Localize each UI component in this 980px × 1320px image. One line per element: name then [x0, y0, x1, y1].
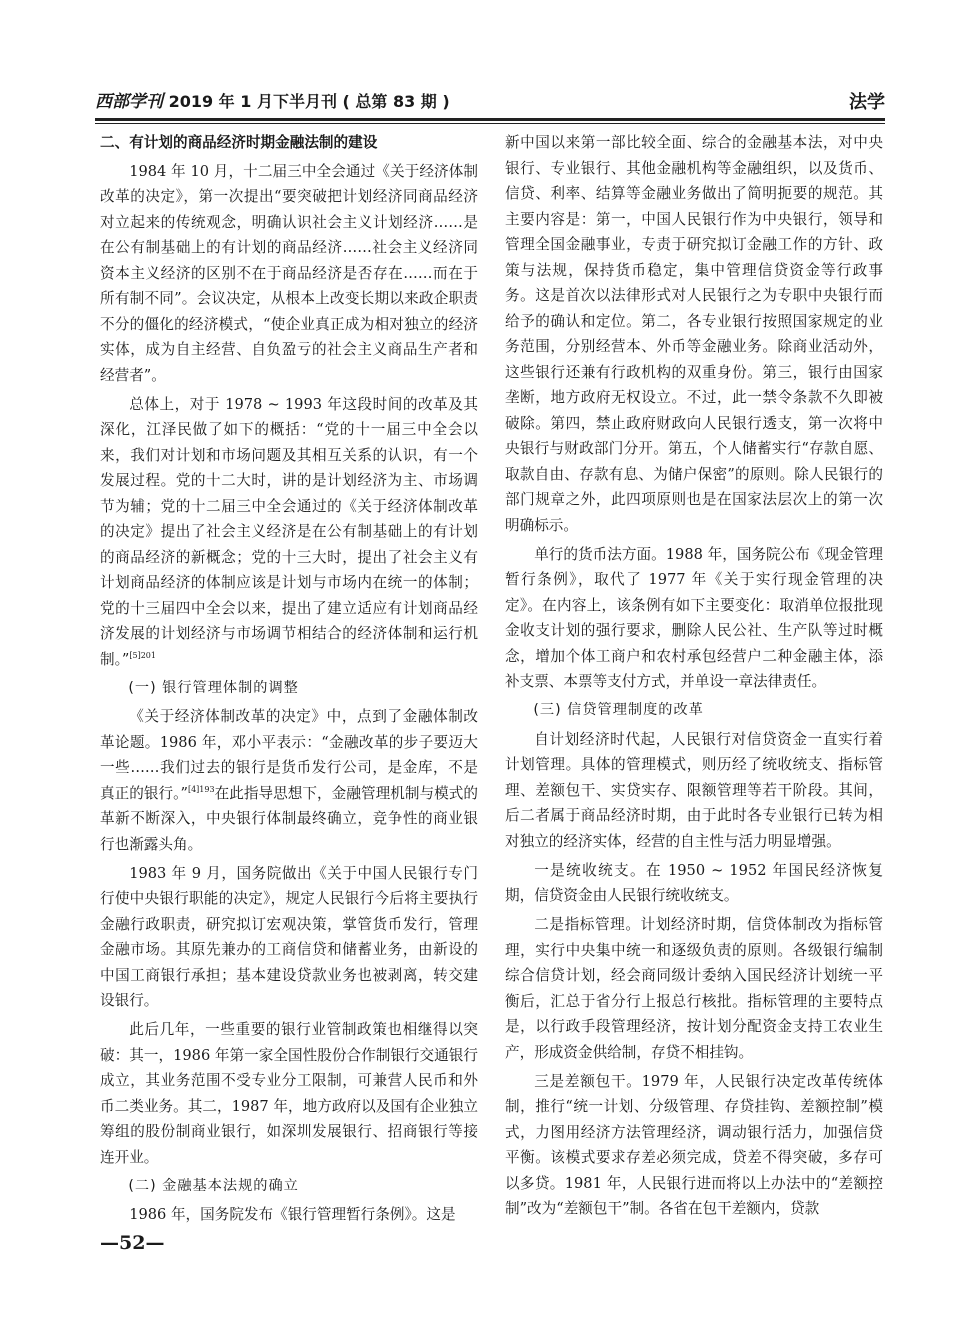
section-heading: 二、有计划的商品经济时期金融法制的建设	[100, 134, 378, 151]
subsection-heading: (二) 金融基本法规的确立	[128, 1177, 299, 1194]
journal-issue: 2019 年 1 月下半月刊 ( 总第 83 期 )	[163, 92, 450, 111]
paragraph-text: 《关于经济体制改革的决定》中，点到了金融体制改革论题。1986 年，邓小平表示：“金融改革的步子要迈大一些……我们过去的银行是货币发行公司，是金库，不是真正的银行。”	[100, 708, 478, 802]
page-number: —52—	[100, 1232, 165, 1254]
paragraph: 新中国以来第一部比较全面、综合的金融基本法，对中央银行、专业银行、其他金融机构等金融组织，以及货币、信贷、利率、结算等金融业务做出了简明扼要的规范。其主要内容是：第一，中国人民银行作为中央银行，领导和管理全国金融事业，专责于研究拟订金融工作的方针、政策与法规，保持货币稳定，集中管理信贷资金等行政事务。这是首次以法律形式对人民银行之为专职中央银行而给予的确认和定位。第二，各专业银行按照国家规定的业务范围，分别经营本、外币等金融业务。除商业活动外，这些银行还兼有行政机构的双重身份。第三，银行由国家垄断，地方政府无权设立。不过，此一禁令条款不久即被破除。第四，禁止政府财政向人民银行透支，第一次将中央银行与财政部门分开。第五，个人储蓄实行“存款自愿、取款自由、存款有息、为储户保密”的原则。除人民银行的部门规章之外，此四项原则也是在国家法层次上的第一次明确标示。	[505, 134, 883, 534]
paragraph: 单行的货币法方面。1988 年，国务院公布《现金管理暂行条例》，取代了 1977 年《关于实行现金管理的决定》。在内容上，该条例有如下主要变化：取消单位报批现金收支计划的强行要求，删除人民公社、生产队等过时概念，增加个体工商户和农村承包经营户二种金融主体，添补支票、本票等支付方式，并单设一章法律责任。	[505, 545, 883, 690]
paragraph: 三是差额包干。1979 年，人民银行决定改革传统体制，推行“统一计划、分级管理、存贷挂钩、差额控制”模式，力图用经济方法管理经济，调动银行活力，加强信贷平衡。该模式要求存差必须完成，贷差不得突破，多存可以多贷。1981 年，人民银行进而将以上办法中的“差额控制”改为“差额包干”制。各省在包干差额内，贷款	[505, 1072, 883, 1217]
subsection-heading: (一) 银行管理体制的调整	[128, 679, 299, 696]
header-rule-thick	[95, 118, 885, 121]
paragraph	[100, 704, 478, 857]
paragraph-text: 在此指导思想下，金融管理机制与模式的革新不断深入，中央银行体制最终确立，竞争性的商业银行也渐露头角。	[100, 784, 478, 853]
paragraph-text: 总体上，对于 1978 ~ 1993 年这段时间的改革及其深化，江泽民做了如下的概括：“党的十一届三中全会以来，我们对计划和市场问题及其相互关系的认识，有一个发展过程。党的十二大时，讲的是计划经济为主、市场调节为辅；党的十二届三中全会通过的《关于经济体制改革的决定》提出了社会主义经济是在公有制基础上的有计划的商品经济的新概念；党的十三大时，提出了社会主义有计划商品经济的体制应该是计划与市场内在统一的体制；党的十三届四中全会以来，提出了建立适应有计划商品经济发展的计划经济与市场调节相结合的经济体制和运行机制。”	[100, 395, 478, 668]
running-header	[95, 88, 885, 116]
subsection-heading: (三) 信贷管理制度的改革	[533, 702, 704, 718]
citation: [4]193	[187, 784, 215, 794]
paragraph: 1984 年 10 月，十二届三中全会通过《关于经济体制改革的决定》，第一次提出“要突破把计划经济同商品经济对立起来的传统观念，明确认识社会主义计划经济……是在公有制基础上的有计划的商品经济……社会主义经济同资本主义经济的区别不在于商品经济是否存在……而在于所有制不同”。会议决定，从根本上改变长期以来政企职责不分的僵化的经济模式，“使企业真正成为相对独立的经济实体，成为自主经营、自负盈亏的社会主义商品生产者和经营者”。	[100, 162, 478, 384]
header-rule-thin	[95, 123, 885, 124]
paragraph	[100, 392, 478, 673]
paragraph: 1983 年 9 月，国务院做出《关于中国人民银行专门行使中央银行职能的决定》，规定人民银行今后将主要执行金融行政职责，研究拟订宏观决策，掌管货币发行，管理金融市场。其原先兼办的工商信贷和储蓄业务，由新设的中国工商银行承担；基本建设贷款业务也被剥离，转交建设银行。	[100, 864, 478, 1009]
paragraph: 此后几年，一些重要的银行业管制政策也相继得以突破：其一，1986 年第一家全国性股份合作制银行交通银行成立，其业务范围不受专业分工限制，可兼营人民币和外币二类业务。其二，1987 年，地方政府以及国有企业独立筹组的股份制商业银行，如深圳发展银行、招商银行等接连开业。	[100, 1021, 478, 1166]
section-label: 法学	[849, 92, 885, 113]
left-column	[100, 130, 478, 1231]
paragraph: 1986 年，国务院发布《银行管理暂行条例》。这是	[129, 1206, 456, 1223]
journal-info	[95, 87, 450, 112]
paragraph: 自计划经济时代起，人民银行对信贷资金一直实行着计划管理。具体的管理模式，则历经了统收统支、指标管理、差额包干、实贷实存、限额管理等若干阶段。其间，后二者属于商品经济时期，由于此时各专业银行已转为相对独立的经济实体，经营的自主性与活力明显增强。	[505, 730, 883, 850]
citation: [5]201	[129, 650, 156, 660]
journal-logo: 西部学刊	[95, 92, 163, 112]
right-column	[505, 130, 883, 1225]
paragraph: 二是指标管理。计划经济时期，信贷体制改为指标管理，实行中央集中统一和逐级负责的原则。各级银行编制综合信贷计划，经会商同级计委纳入国民经济计划统一平衡后，汇总于省分行上报总行核批。指标管理的主要特点是，以行政手段管理经济，按计划分配资金支持工农业生产，形成资金供给制，存贷不相挂钩。	[505, 916, 883, 1061]
paragraph: 一是统收统支。在 1950 ~ 1952 年国民经济恢复期，信贷资金由人民银行统收统支。	[505, 861, 883, 904]
